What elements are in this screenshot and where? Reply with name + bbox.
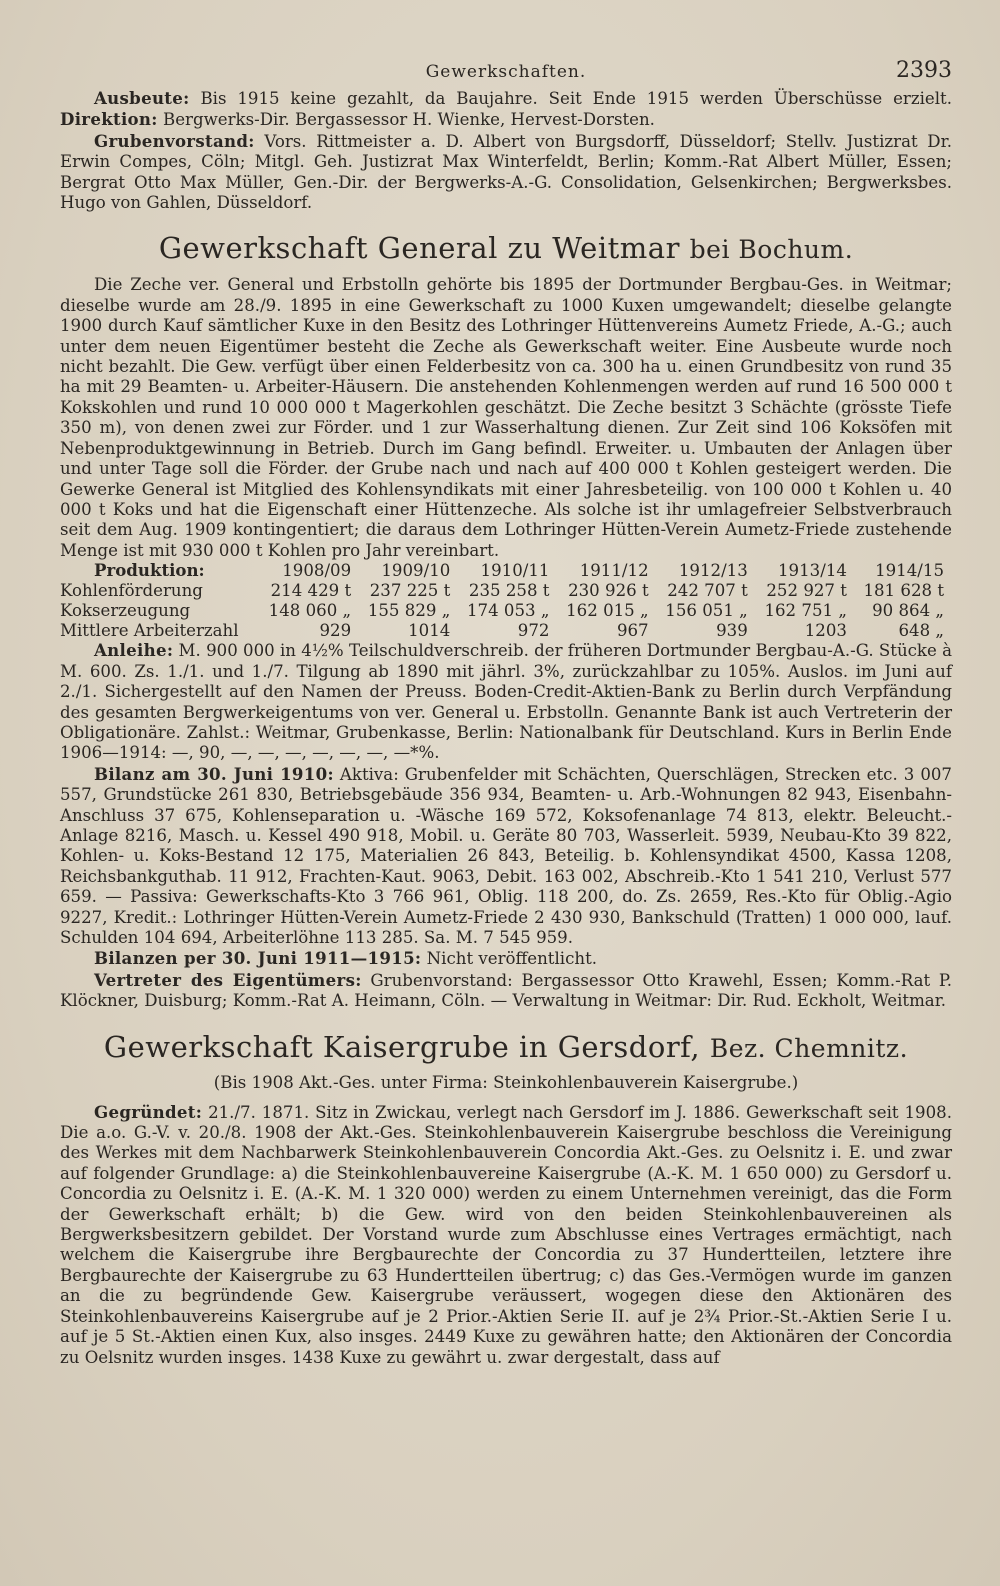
gegruendet-label: Gegründet: [94,1101,203,1122]
grubenvorstand-label: Grubenvorstand: [94,130,255,151]
table-cell: 252 927 t [766,580,847,600]
table-cell: 162 015 „ [566,600,649,620]
production-year: 1912/13 [678,561,748,581]
kaisergrube-subtitle: (Bis 1908 Akt.-Ges. unter Firma: Steinkohlenbauverein Kaisergrube.) [213,1072,799,1092]
weitmar-title-small: bei Bochum. [689,235,854,265]
production-label: Produktion: [94,560,205,581]
table-row [60,581,952,601]
table-cell: 929 [319,620,352,640]
production-year: 1911/12 [579,561,649,581]
table-cell: 148 060 „ [268,600,352,620]
table-cell: 972 [517,620,550,640]
table-cell: 181 628 t [863,580,944,600]
table-cell: 1203 [804,620,847,640]
bilanz-text: Aktiva: Grubenfelder mit Schächten, Querschlägen, Strecken etc. 3 007 557, Grundstücke 261 830, Betriebsgebäude 356 934, Beamten- u. Arb.-Wohnungen 82 943, Eisenbahn-Anschluss 37 675, Kohlenseparation u. -Wäsche 169 572, Koksofenanlage 74 813, elektr. Beleucht.-Anlage 8216, Masch. u. Kessel 490 918, Mobil. u. Geräte 80 703, Wasserleit. 5939, Neubau-Kto 39 822, Kohlen- u. Koks-Bestand 12 175, Materialien 26 843, Beteilig. b. Kohlensyndikat 4500, Kassa 1208, Reichsbankguthab. 11 912, Frachten-Kaut. 9063, Debit. 163 002, Abschreib.-Kto 1 541 210, Verlust 577 659. — Passiva: Gewerkschafts-Kto 3 766 961, Oblig. 118 200, do. Zs. 2659, Res.-Kto für Oblig.-Agio 9227, Kredit.: Lothringer Hütten-Verein Aumetz-Friede 2 430 930, Bankschuld (Tratten) 1 000 000, lauf. Schulden 104 694, Arbeiterlöhne 113 285. Sa. M. 7 545 959. [60,764,952,947]
kaisergrube-title-small: Bez. Chemnitz. [709,1033,909,1063]
grubenvorstand-text: Vors. Rittmeister a. D. Albert von Burgsdorff, Düsseldorf; Stellv. Justizrat Dr. Erwin Compes, Cöln; Mitgl. Geh. Justizrat Max Winterfeldt, Berlin; Komm.-Rat Albert Müller, Essen; Bergrat Otto Max Müller, Gen.-Dir. der Bergwerks-A.-G. Consolidation, Gelsenkirchen; Bergwerksbes. Hugo von Gahlen, Düsseldorf. [60,131,952,213]
table-cell: 1014 [408,620,451,640]
table-cell: 235 258 t [468,580,550,600]
production-header-row [60,561,952,581]
anleihe-paragraph [60,640,952,763]
grubenvorstand-paragraph [60,131,952,214]
section-title-kaisergrube [60,1030,952,1066]
production-year: 1913/14 [778,561,847,581]
table-cell: 939 [716,620,748,640]
table-cell: 162 751 „ [764,600,847,620]
bilanz-label: Bilanz am 30. Juni 1910: [94,763,334,784]
table-cell: 90 864 „ [872,600,944,620]
row-label: Kokserzeugung [60,600,191,620]
table-cell: 967 [616,620,649,640]
table-cell: 174 053 „ [466,600,550,620]
table-cell: 155 829 „ [367,600,451,620]
page-header [60,50,952,88]
production-table [60,561,952,640]
table-cell: 648 „ [898,620,944,640]
weitmar-intro: Die Zeche ver. General und Erbstolln gehörte bis 1895 der Dortmunder Bergbau-Ges. in Weitmar; dieselbe wurde am 28./9. 1895 in eine Gewerkschaft zu 1000 Kuxen umgewandelt; dieselbe gelangte 1900 durch Kauf sämtlicher Kuxe in den Besitz des Lothringer Hüttenvereins Aumetz Friede, A.-G.; auch unter dem neuen Eigentümer besteht die Zeche als Gewerkschaft weiter. Eine Ausbeute wurde noch nicht bezahlt. Die Gew. verfügt über einen Felderbesitz von ca. 300 ha u. einen Grundbesitz von rund 35 ha mit 29 Beamten- u. Arbeiter-Häusern. Die anstehenden Kohlenmengen werden auf rund 16 500 000 t Kokskohlen und rund 10 000 000 t Magerkohlen geschätzt. Die Zeche besitzt 3 Schächte (grösste Tiefe 350 m), von denen zwei zur Förder. und 1 zur Wasserhaltung dienen. Zur Zeit sind 106 Koksöfen mit Nebenproduktgewinnung in Betrieb. Durch im Gang befindl. Erweiter. u. Umbauten der Anlagen über und unter Tage soll die Förder. der Grube nach und nach auf 400 000 t Kohlen gesteigert werden. Die Gewerke General ist Mitglied des Kohlensyndikats mit einer Jahresbeteilig. von 100 000 t Kohlen u. 40 000 t Koks und hat die Eigenschaft einer Hüttenzeche. Als solche ist ihr umlagefreier Selbstverbrauch seit dem Aug. 1909 kontingentiert; die daraus dem Lothringer Hütten-Verein Aumetz-Friede zustehende Menge ist mit 930 000 t Kohlen pro Jahr vereinbart. [60,275,952,560]
ausbeute-paragraph [60,88,952,131]
anleihe-text: M. 900 000 in 4½% Teilschuldverschreib. der früheren Dortmunder Bergbau-A.-G. Stücke à M. 600. Zs. 1./1. und 1./7. Tilgung ab 1890 mit jährl. 3%, zurückzahlbar zu 105%. Auslos. im Juni auf 2./1. Sichergestellt auf den Namen der Preuss. Boden-Credit-Aktien-Bank zu Berlin durch Verpfändung des gesamten Bergwerkeigentums von ver. General u. Erbstolln. Genannte Bank ist auch Vertreterin der Obligationäre. Zahlst.: Weitmar, Grubenkasse, Berlin: Nationalbank für Deutschland. Kurs in Berlin Ende 1906—1914: —, 90, —, —, —, —, —, —, —*%. [60,641,952,763]
row-label: Mittlere Arbeiterzahl [60,620,239,640]
table-cell: 156 051 „ [665,600,748,620]
anleihe-label: Anleihe: [94,640,174,661]
direktion-text: Bergwerks-Dir. Bergassessor H. Wienke, Hervest-Dorsten. [163,110,655,130]
section-title-weitmar [60,231,952,267]
ausbeute-text: Bis 1915 keine gezahlt, da Baujahre. Seit Ende 1915 werden Überschüsse erzielt. [200,89,952,108]
bilanzen-paragraph [60,948,952,969]
direktion-label: Direktion: [60,109,158,130]
table-cell: 237 225 t [369,580,451,600]
running-head: Gewerkschaften. [425,62,587,82]
page-number: 2393 [896,58,952,83]
ausbeute-label: Ausbeute: [94,88,190,108]
gegruendet-text: 21./7. 1871. Sitz in Zwickau, verlegt nach Gersdorf im J. 1886. Gewerkschaft seit 1908. Die a.o. G.-V. v. 20./8. 1908 der Akt.-Ges. Steinkohlenbauverein Kaisergrube beschloss die Vereinigung des Werkes mit dem Nachbarwerk Steinkohlenbauverein Concordia Akt.-Ges. zu Oelsnitz i. E. und zwar auf folgender Grundlage: a) die Steinkohlenbauvereine Kaisergrube (A.-K. M. 1 650 000) zu Gersdorf u. Concordia zu Oelsnitz i. E. (A.-K. M. 1 320 000) werden zu einem Unternehmen vereinigt, das die Form der Gewerkschaft erhält; b) die Gew. wird von den beiden Steinkohlenbauvereinen als Bergwerksbesitzern gebildet. Der Vorstand wurde zum Abschlusse eines Vertrages ermächtigt, nach welchem die Kaisergrube ihre Bergbaurechte der Concordia zu 37 Hundertteilen, letztere ihre Bergbaurechte der Kaisergrube zu 63 Hundertteilen übertrug; c) das Ges.-Vermögen wurde im ganzen an die zu begründende Gew. Kaisergrube veräussert, wogegen diese den Aktionären des Steinkohlenbauvereins Kaisergrube auf je 2 Prior.-Aktien Serie II. auf je 2¾ Prior.-St.-Aktien Serie I u. auf je 5 St.-Aktien einen Kux, also insges. 2449 Kuxe zu gewähren hatte; den Aktionären der Concordia zu Oelsnitz wurden insges. 1438 Kuxe zu gewährt u. zwar dergestalt, dass auf [60,1102,952,1367]
bilanzen-label: Bilanzen per 30. Juni 1911—1915: [94,948,422,969]
table-row [60,621,952,641]
table-cell: 242 707 t [667,580,748,600]
bilanz-paragraph [60,764,952,949]
table-cell: 230 926 t [568,580,649,600]
production-year: 1914/15 [875,561,944,581]
table-row [60,601,952,621]
gegruendet-paragraph [60,1102,952,1368]
bilanzen-text: Nicht veröffentlicht. [426,949,598,969]
vertreter-paragraph [60,970,952,1012]
production-year: 1908/09 [282,561,352,581]
table-cell: 214 429 t [270,580,352,600]
production-year: 1910/11 [480,561,550,581]
weitmar-title-main: Gewerkschaft General zu Weitmar [158,231,680,266]
kaisergrube-title-main: Gewerkschaft Kaisergrube in Gersdorf, [103,1029,701,1064]
vertreter-label: Vertreter des Eigentümers: [94,969,362,990]
production-year: 1909/10 [381,561,451,581]
vertreter-text: Grubenvorstand: Bergassessor Otto Krawehl, Essen; Komm.-Rat P. Klöckner, Duisburg; Komm.-Rat A. Heimann, Cöln. — Verwaltung in Weitmar: Dir. Rud. Eckholt, Weitmar. [60,970,952,1011]
row-label: Kohlenförderung [60,580,203,600]
